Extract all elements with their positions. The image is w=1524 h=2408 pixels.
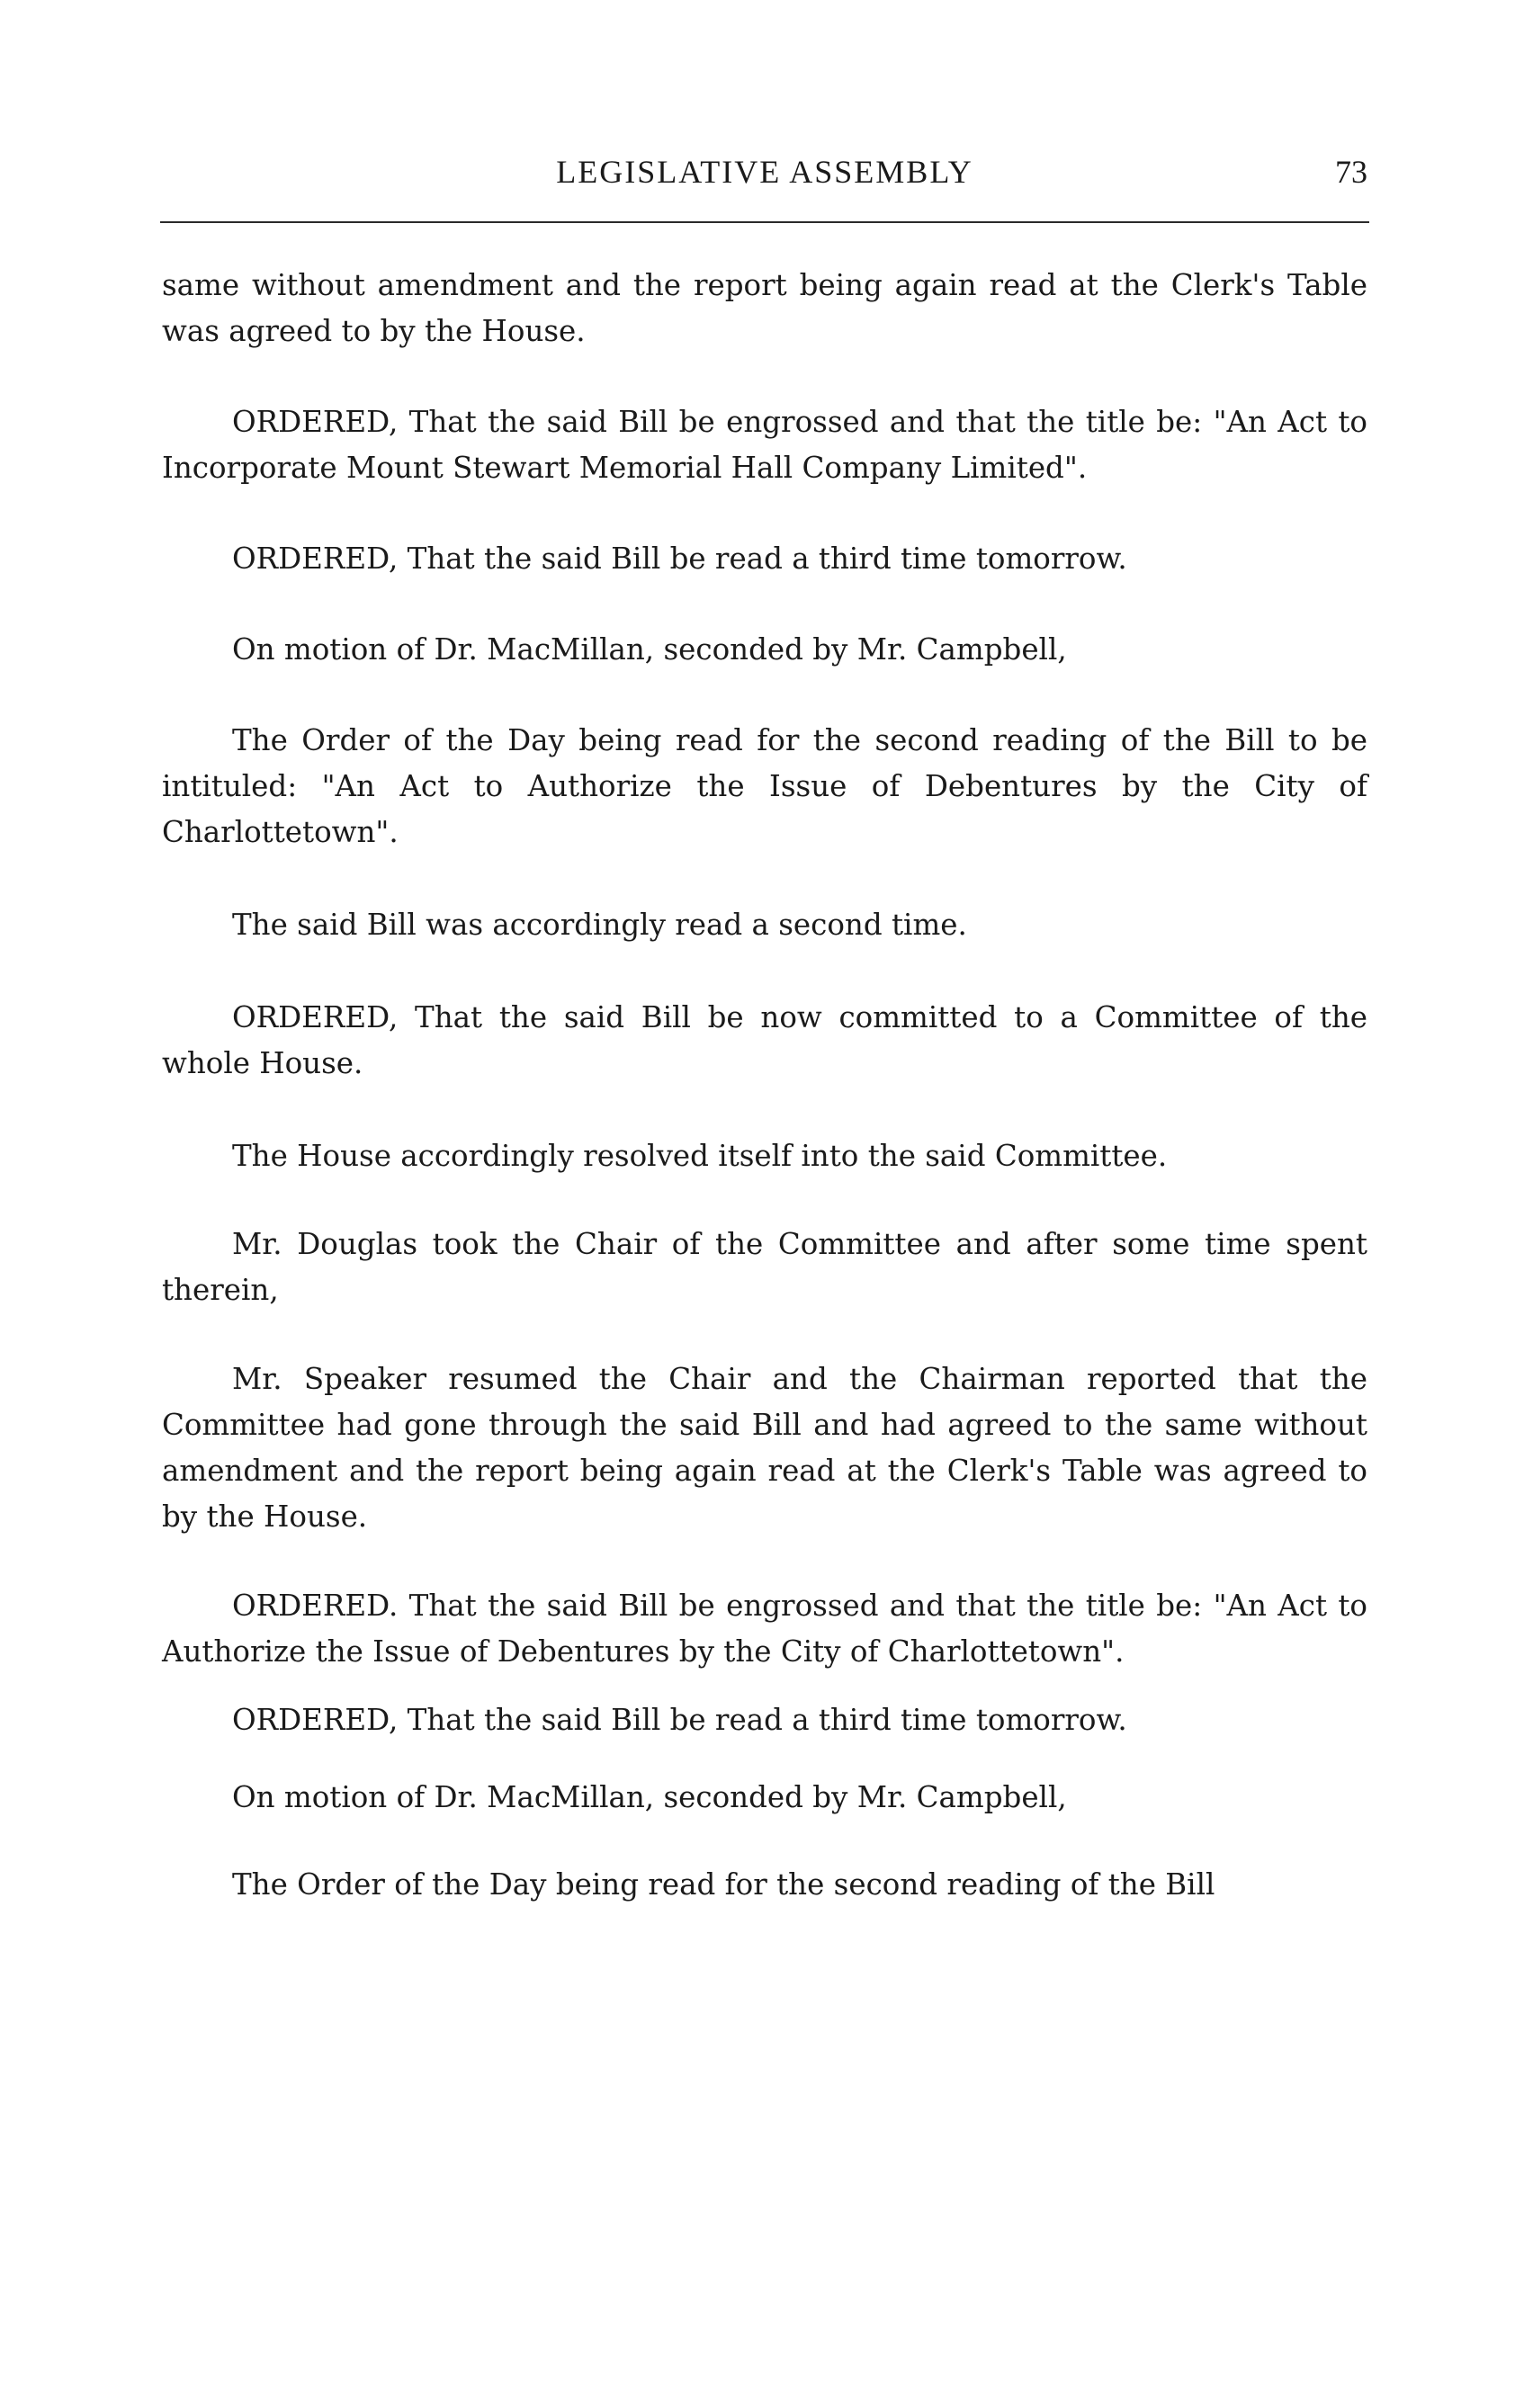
paragraph: On motion of Dr. MacMillan, seconded by Mr. Campbell, (232, 1780, 1067, 1814)
paragraph: ORDERED, That the said Bill be read a third time tomorrow. (232, 542, 1127, 576)
paragraph: Mr. Douglas took the Chair of the Committee and after some time spent therein, (162, 1227, 1367, 1307)
running-header (162, 153, 1367, 198)
paragraph: The said Bill was accordingly read a second time. (232, 908, 967, 942)
running-title: LEGISLATIVE ASSEMBLY (556, 154, 973, 190)
paragraph: The Order of the Day being read for the second reading of the Bill to be intituled: "An Act to Authorize the Issue of Debentures by the City of Charlottetown". (162, 723, 1367, 849)
paragraph: ORDERED. That the said Bill be engrossed and that the title be: "An Act to Authorize the Issue of Debentures by the City of Charlottetown". (162, 1589, 1367, 1669)
paragraph: ORDERED, That the said Bill be engrossed and that the title be: "An Act to Incorporate Mount Stewart Memorial Hall Company Limited". (162, 405, 1367, 485)
header-rule (160, 221, 1369, 223)
paragraph: Mr. Speaker resumed the Chair and the Chairman reported that the Committee had gone through the said Bill and had agreed to the same without amendment and the report being again read at the Clerk's Table was agreed to by the House. (162, 1362, 1367, 1534)
paragraph: ORDERED, That the said Bill be now committed to a Committee of the whole House. (162, 1000, 1367, 1080)
paragraph: The Order of the Day being read for the second reading of the Bill (232, 1867, 1215, 1902)
paragraph: same without amendment and the report being again read at the Clerk's Table was agreed to by the House. (162, 268, 1367, 348)
page-number: 73 (1335, 154, 1367, 190)
paragraph: The House accordingly resolved itself into the said Committee. (232, 1139, 1168, 1173)
paragraph: ORDERED, That the said Bill be read a third time tomorrow. (232, 1703, 1127, 1737)
paragraph: On motion of Dr. MacMillan, seconded by Mr. Campbell, (232, 632, 1067, 667)
body-text (162, 263, 1367, 1908)
